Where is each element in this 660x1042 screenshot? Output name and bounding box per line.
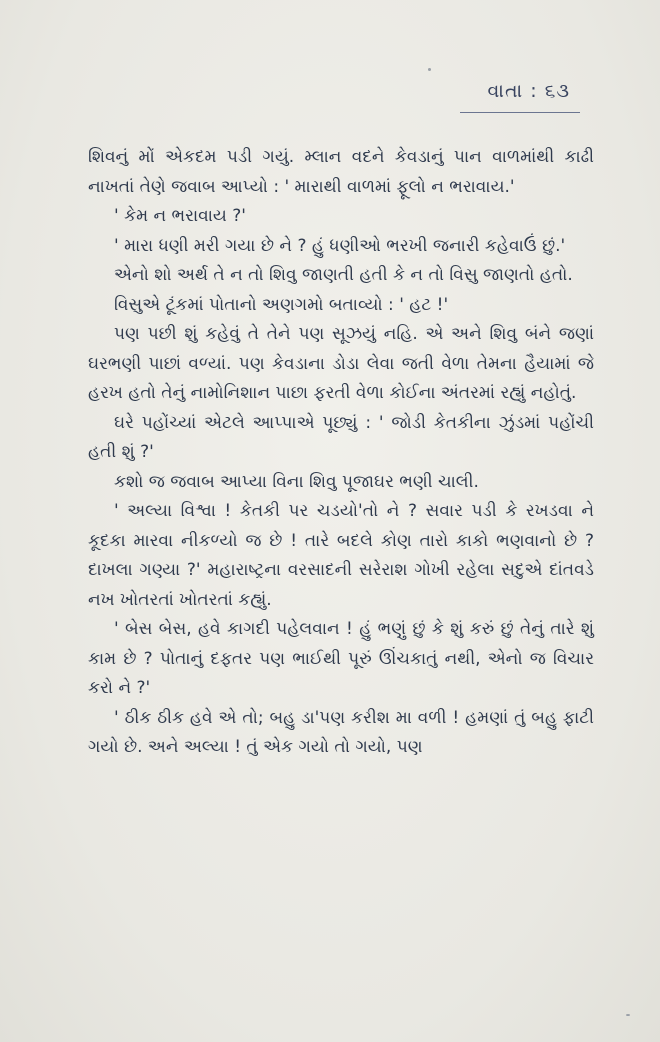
body-text xyxy=(88,143,594,763)
paper-speck xyxy=(626,1014,630,1016)
paragraph: ' મારા ધણી મરી ગયા છે ને ? હું ધણીઓ ભરખી જનારી કહેવાઉં છું.' xyxy=(114,235,566,256)
paragraph: પણ પછી શું કહેવું તે તેને પણ સૂઝયું નહિ. એ અને શિવુ બંને જણાં ઘરભણી પાછાં વળ્યાં. પણ કેવડાના ડોડા લેવા જતી વેળા તેમના હૈયામાં જે હરખ હતો તેનું નામોનિશાન પાછા ફરતી વેળા કોઈના અંતરમાં રહ્યું નહોતું. xyxy=(88,324,594,403)
paragraph: શિવનું મોં એકદમ પડી ગયું. મ્લાન વદને કેવડાનું પાન વાળમાંથી કાઢી નાખતાં તેણે જવાબ આપ્યો : ' મારાથી વાળમાં ફૂલો ન ભરાવાય.' xyxy=(88,147,594,197)
header-underline xyxy=(460,112,580,113)
paragraph: એનો શો અર્થ તે ન તો શિવુ જાણતી હતી કે ન તો વિસુ જાણતો હતો. xyxy=(114,265,573,285)
paragraph: વિસુએ ટૂંકમાં પોતાનો અણગમો બતાવ્યો : ' હટ !' xyxy=(114,294,449,315)
paper-speck xyxy=(428,68,431,71)
paragraph: ' અલ્યા વિશ્વા ! કેતકી પર ચડયો'તો ને ? સવાર પડી કે રખડવા ને કૂદકા મારવા નીકળ્યો જ છે ! તારે બદલે કોણ તારો કાકો ભણવાનો છે ? દાખલા ગણ્યા ?' મહારાષ્ટ્રના વરસાદની સરેરાશ ગોખી રહેલા સદુએ દાંતવડે નખ ખોતરતાં ખોતરતાં કહ્યું. xyxy=(88,501,594,610)
paragraph: કશો જ જવાબ આપ્યા વિના શિવુ પૂજાઘર ભણી ચાલી. xyxy=(114,471,479,492)
paragraph: ' બેસ બેસ, હવે કાગદી પહેલવાન ! હું ભણું છું કે શું કરું છું તેનું તારે શું કામ છે ? પોતાનું દફતર પણ ભાઈથી પૂરું ઊંચકાતું નથી, એનો જ વિચાર કરો ને ?' xyxy=(88,619,594,698)
paragraph: ' કેમ ન ભરાવાય ?' xyxy=(114,206,246,226)
paragraph: ' ઠીક ઠીક હવે એ તો; બહુ ડા'પણ કરીશ મા વળી ! હમણાં તું બહુ ફાટી ગયો છે. અને અલ્યા ! તું એક ગયો તો ગયો, પણ xyxy=(88,707,594,757)
page-header: વાતા : ૬૩ xyxy=(487,80,570,102)
paragraph: ઘરે પહોંચ્યાં એટલે આપ્પાએ પૂછ્યું : ' જોડી કેતકીના ઝુંડમાં પહોંચી હતી શું ?' xyxy=(88,412,594,462)
